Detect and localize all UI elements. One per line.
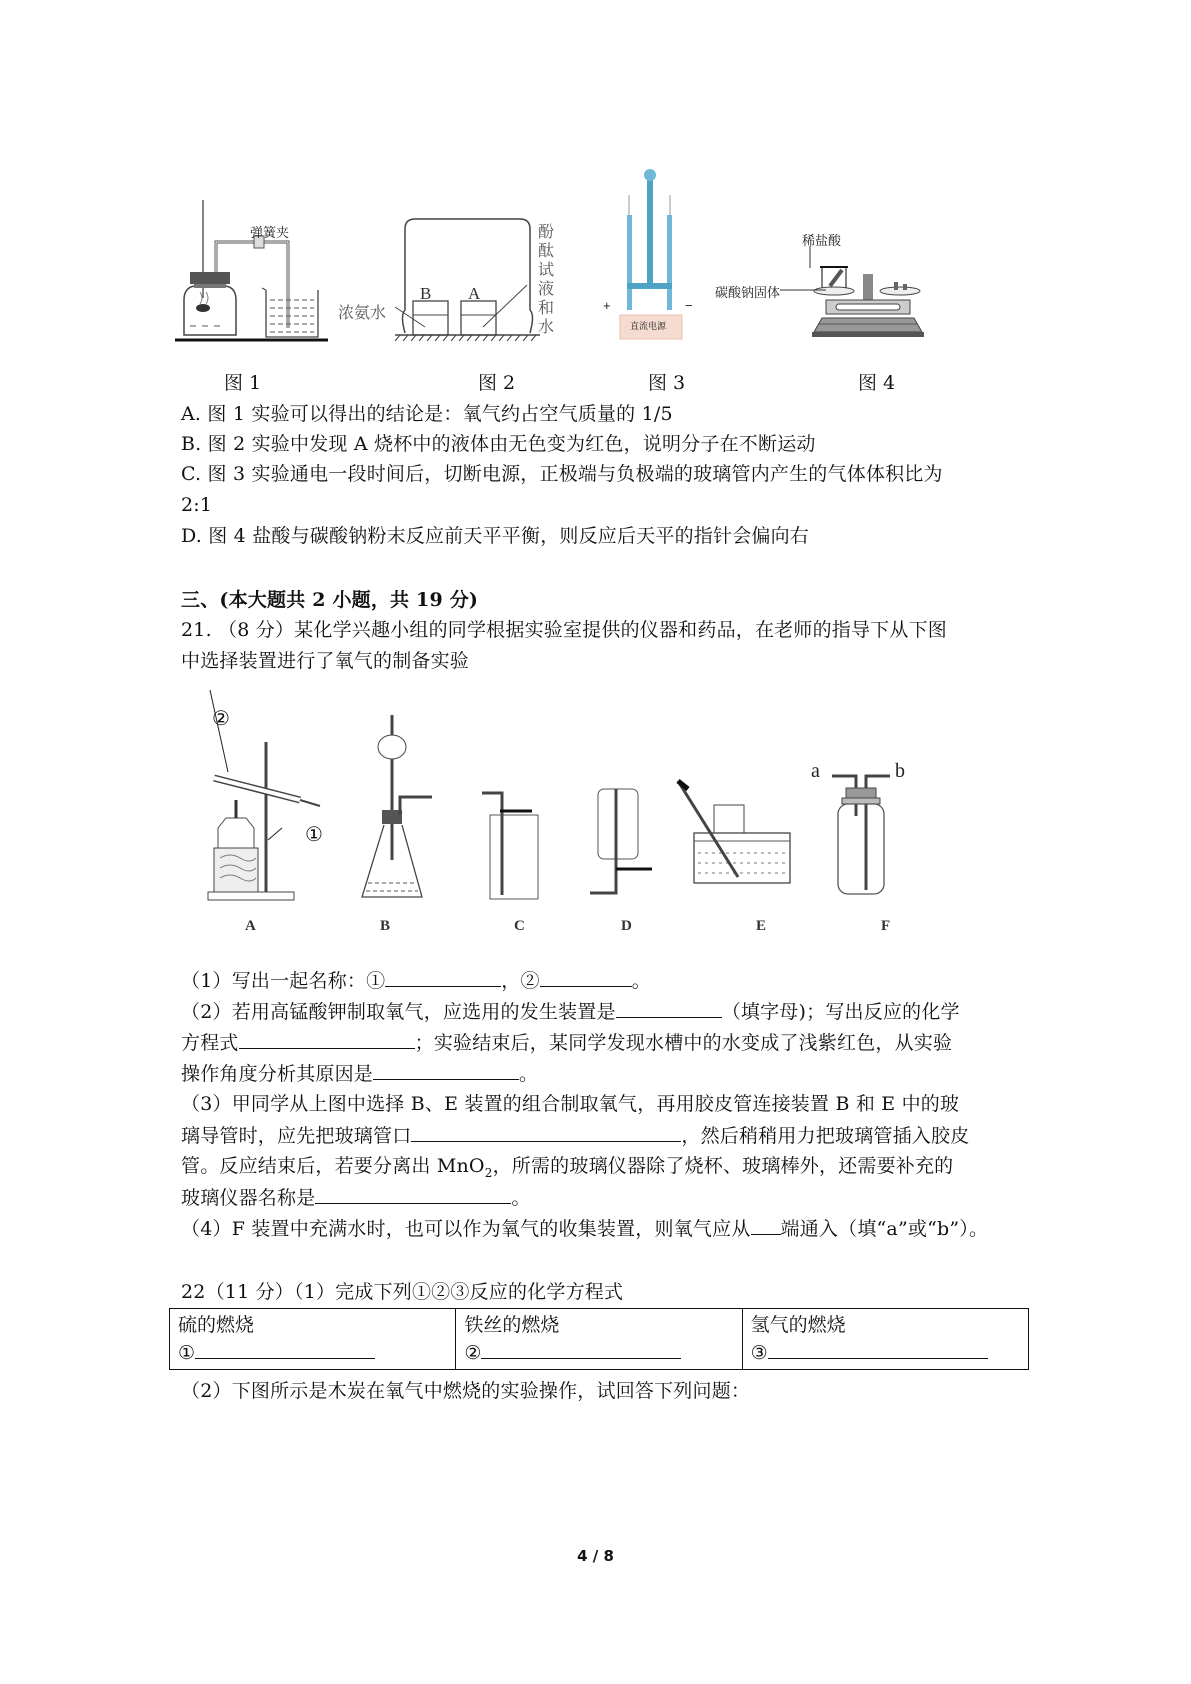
answer-blank-iron[interactable] (481, 1340, 681, 1359)
answer-blank-instrument[interactable] (315, 1185, 511, 1204)
answer-blank-2[interactable] (540, 968, 632, 987)
apparatus-b-conical-flask (360, 715, 450, 905)
q22-part2: （2）下图所示是木炭在氧气中燃烧的实验操作，试回答下列问题： (181, 1380, 751, 1402)
caption-figure-2: 图 2 (478, 372, 516, 394)
marker-one: ① (305, 824, 323, 846)
q22-intro: 22（11 分）（1）完成下列①②③反应的化学方程式 (181, 1281, 624, 1303)
apparatus-c-upward-air (480, 785, 540, 905)
answer-blank-port[interactable] (751, 1216, 781, 1235)
option-c: C. 图 3 实验通电一段时间后，切断电源，正极端与负极端的玻璃管内产生的气体体积比为 (181, 463, 943, 485)
caption-figure-1: 图 1 (224, 372, 262, 394)
answer-blank-generator[interactable] (616, 999, 722, 1018)
q21-part3-line2: 璃导管时，应先把玻璃管口 ，然后稍稍用力把玻璃管插入胶皮 (181, 1125, 970, 1147)
apparatus-label-f: F (881, 918, 891, 934)
apparatus-label-c: C (514, 918, 525, 934)
apparatus-f-gas-washing-bottle (830, 770, 920, 900)
option-c-continued: 2:1 (181, 494, 213, 516)
cell-hydrogen: 氢气的燃烧 ③ (742, 1309, 1028, 1370)
option-d: D. 图 4 盐酸与碳酸钠粉末反应前天平平衡，则反应后天平的指针会偏向右 (181, 525, 810, 547)
q21-part2-line1: （2）若用高锰酸钾制取氧气，应选用的发生装置是 （填字母)；写出反应的化学 (181, 1001, 960, 1023)
apparatus-label-e: E (756, 918, 767, 934)
label-minus: − (685, 298, 693, 313)
q21-part1: （1）写出一起名称：① ，② 。 (181, 970, 651, 992)
label-beaker-b: B (420, 284, 432, 303)
label-concentrated-ammonia: 浓氨水 (338, 303, 387, 322)
answer-blank-equation[interactable] (239, 1030, 415, 1049)
figure-3-water-electrolysis (615, 165, 695, 335)
q21-part2-line3: 操作角度分析其原因是 。 (181, 1063, 539, 1085)
section-heading: 三、(本大题共 2 小题，共 19 分) (181, 589, 479, 611)
q21-part3-line1: （3）甲同学从上图中选择 B、E 装置的组合制取氧气，再用胶皮管连接装置 B 和 E 中的玻 (181, 1093, 960, 1115)
figure-2-ammonia-diffusion (395, 215, 545, 345)
answer-blank-tube[interactable] (411, 1123, 681, 1142)
option-a: A. 图 1 实验可以得出的结论是：氧气约占空气质量的 1/5 (181, 403, 673, 425)
q21-part2-line2: 方程式 ；实验结束后，某同学发现水槽中的水变成了浅紫红色，从实验 (181, 1032, 953, 1054)
answer-blank-sulfur[interactable] (195, 1340, 375, 1359)
label-dilute-hcl: 稀盐酸 (802, 233, 842, 248)
q21-part4: （4）F 装置中充满水时，也可以作为氧气的收集装置，则氧气应从 端通入（填“a”或“b”）。 (181, 1218, 989, 1240)
pointer-lines (780, 246, 830, 296)
label-phenolphthalein-water: 酚 酞 试 液 和 水 (538, 222, 555, 336)
page-number: 4 / 8 (577, 1547, 614, 1565)
label-port-b: b (895, 760, 905, 782)
cell-iron: 铁丝的燃烧 ② (456, 1309, 742, 1370)
caption-figure-4: 图 4 (858, 372, 896, 394)
label-dc-power: 直流电源 (630, 321, 667, 331)
cell-sulfur: 硫的燃烧 ① (170, 1309, 456, 1370)
label-beaker-a: A (468, 284, 481, 303)
apparatus-label-d: D (621, 918, 632, 934)
apparatus-label-b: B (380, 918, 391, 934)
q21-part3-line3: 管。反应结束后，若要分离出 MnO$_2$，所需的玻璃仪器除了烧杯、玻璃棒外，还需要补充的 (181, 1155, 954, 1180)
q21-intro-line2: 中选择装置进行了氧气的制备实验 (181, 650, 470, 672)
apparatus-e-water-trough (686, 785, 796, 905)
equation-table (169, 1308, 1029, 1370)
option-b: B. 图 2 实验中发现 A 烧杯中的液体由无色变为红色，说明分子在不断运动 (181, 433, 816, 455)
marker-two: ② (212, 708, 230, 730)
apparatus-d-downward-air (590, 785, 650, 905)
q21-part3-line4: 玻璃仪器名称是 。 (181, 1187, 531, 1209)
label-sodium-carbonate: 碳酸钠固体 (715, 285, 781, 300)
label-spring-clip: 弹簧夹 (250, 225, 290, 240)
label-port-a: a (811, 760, 820, 782)
answer-blank-hydrogen[interactable] (768, 1340, 988, 1359)
apparatus-label-a: A (245, 918, 256, 934)
label-plus: + (603, 298, 611, 313)
q21-intro-line1: 21. （8 分）某化学兴趣小组的同学根据实验室提供的仪器和药品，在老师的指导下从下图 (181, 619, 947, 641)
caption-figure-3: 图 3 (648, 372, 686, 394)
answer-blank-1[interactable] (385, 968, 501, 987)
answer-blank-reason[interactable] (373, 1061, 519, 1080)
